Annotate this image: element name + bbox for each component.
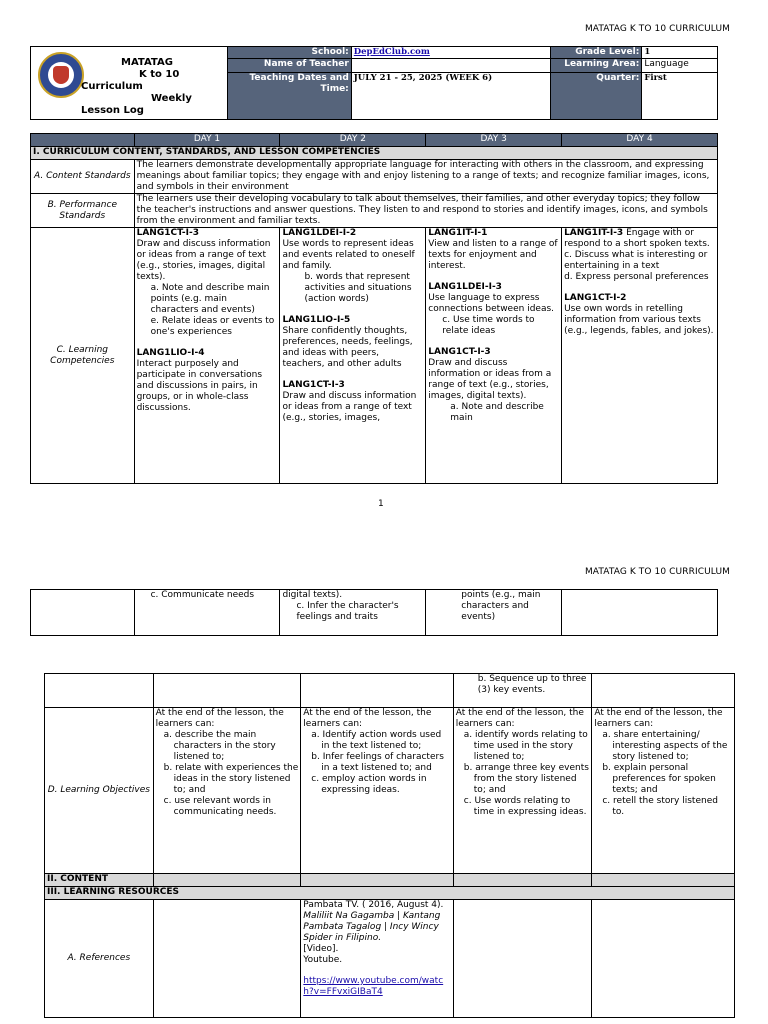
page-header-2: MATATAG K TO 10 CURRICULUM [584,567,730,577]
section-2-heading: II. CONTENT [45,874,154,887]
reference-citation: Youtube. [303,955,343,965]
title-line-3: Curriculum [81,81,143,92]
learning-objectives-label: D. Learning Objectives [45,708,154,874]
reference-link[interactable]: https://www.youtube.com/watch?v=FFvxiGIBaT4 [303,976,444,997]
objective-item: b. relate with experiences the ideas in the story listened to; and [163,763,299,795]
competency-text: Use own words in retelling information from various texts (e.g., legends, fables, and jokes). [564,304,714,336]
competencies-day4 [562,228,718,484]
day4-header: DAY 4 [562,134,718,147]
objectives-day3 [453,708,592,874]
school-label: School: [227,47,351,59]
title-line-5: Lesson Log [81,105,144,116]
reference-citation: [Video]. [303,944,339,954]
objective-carryover: b. Sequence up to three (3) key events. [477,674,587,695]
competency-code: LANG1CT-I-3 [136,228,199,238]
objectives-table [44,673,735,1018]
competency-subitem: c. Use time words to relate ideas [442,315,535,336]
learning-competencies-label: C. Learning Competencies [31,228,135,484]
area-value: Language [642,59,718,73]
objective-item: a. Identify action words used in the text listened to; [311,730,442,751]
section-1-heading: I. CURRICULUM CONTENT, STANDARDS, AND LESSON COMPETENCIES [31,147,718,160]
objective-intro: At the end of the lesson, the learners can: [455,708,584,729]
teacher-value [351,59,550,73]
title-line-2: K to 10 [139,69,180,80]
title-block [31,47,228,120]
objectives-day2 [301,708,453,874]
competency-code: LANG1LIO-I-4 [136,348,205,358]
competency-text: Share confidently thoughts, preferences, needs, feelings, and ideas with peers, teachers, and other adults [282,326,413,369]
performance-standards-label: B. Performance Standards [31,194,135,228]
competencies-day1 [134,228,280,484]
performance-standards-text: The learners use their developing vocabulary to talk about themselves, their families, and other everyday topics; they follow the teacher's instructions and answer questions. They listen to and respond to stories and identify images, icons, and symbols from the environment and familiar texts. [134,194,717,228]
objective-item: c. retell the story listened to. [602,796,718,817]
cont-text: digital texts). [282,590,343,600]
competency-subitem: b. words that represent activities and situations (action words) [304,272,412,304]
references-day2 [301,900,453,1018]
school-link[interactable]: DepEdClub.com [353,47,430,57]
grade-label: Grade Level: [550,47,642,59]
objective-intro: At the end of the lesson, the learners can: [303,708,432,729]
competency-code: LANG1IT-I-3 [564,228,624,238]
cont-text: c. Infer the character's feelings and traits [296,601,399,622]
competency-code: LANG1LDEI-I-3 [428,282,502,292]
competency-text: Draw and discuss information or ideas from a range of text (e.g., stories, images, digital texts). [136,239,271,282]
competency-subitem: e. Relate ideas or events to one's experiences [150,316,275,337]
cont-text: points (e.g., main characters and events) [461,590,541,622]
competency-text: Use words to represent ideas and events related to oneself and family. [282,239,415,271]
cont-text: c. Communicate needs [150,590,255,600]
competency-subitem: c. Discuss what is interesting or entertaining in a text [564,250,708,271]
objective-intro: At the end of the lesson, the learners can: [155,708,284,729]
objective-item: a. describe the main characters in the story listened to; [163,730,276,762]
lesson-table-page1 [30,133,718,484]
competency-code: LANG1CT-I-3 [282,380,345,390]
quarter-value: First [642,73,718,120]
references-label: A. References [45,900,154,1018]
header-info-table [30,46,718,120]
objectives-day1 [153,708,301,874]
competency-text: Engage with or respond to a short spoken texts. [564,228,710,249]
dates-label: Teaching Dates and Time: [227,73,351,120]
competency-text: Use language to express connections between ideas. [428,293,555,314]
content-standards-text: The learners demonstrate developmentally appropriate language for interacting with others in the classroom, and expressing meanings about familiar topics; they engage with and enjoy listening to a range of texts; and recognize familiar images, icons, and symbols in their environment [134,160,717,194]
objective-item: c. employ action words in expressing ideas. [311,774,427,795]
cont-day3 [426,590,562,636]
competency-subitem: a. Note and describe main points (e.g. main characters and events) [150,283,270,315]
competency-text: Draw and discuss information or ideas from a range of text (e.g., stories, images, digital texts). [428,358,552,401]
cont-day1 [134,590,280,636]
competency-code: LANG1CT-I-3 [428,347,491,357]
page-header: MATATAG K TO 10 CURRICULUM [584,24,730,34]
competency-code: LANG1LIO-I-5 [282,315,351,325]
section-3-heading: III. LEARNING RESOURCES [45,887,735,900]
quarter-label: Quarter: [550,73,642,120]
day1-header: DAY 1 [134,134,280,147]
reference-title: Maliliit Na Gagamba | Kantang Pambata Tagalog | Incy Wincy Spider in Filipino. [303,911,441,943]
competencies-day3 [426,228,562,484]
title-line-1: MATATAG [121,57,173,68]
competency-subitem: a. Note and describe main [450,402,544,423]
competency-text: Interact purposely and participate in conversations and discussions in pairs, in groups, or in whole-class discussions. [136,359,263,413]
content-standards-label: A. Content Standards [31,160,135,194]
objective-item: c. Use words relating to time in expressing ideas. [463,796,587,817]
objective-item: a. identify words relating to time used in the story listened to; [463,730,588,762]
cont-day2 [280,590,426,636]
teacher-label: Name of Teacher [227,59,351,73]
dates-value: JULY 21 - 25, 2025 (WEEK 6) [351,73,550,120]
competency-text: View and listen to a range of texts for enjoyment and interest. [428,239,558,271]
page-number: 1 [378,499,384,509]
reference-citation: Pambata TV. ( 2016, August 4). [303,900,444,910]
competency-subitem: d. Express personal preferences [564,272,709,282]
competencies-day2 [280,228,426,484]
competency-code: LANG1CT-I-2 [564,293,627,303]
area-label: Learning Area: [550,59,642,73]
objective-intro: At the end of the lesson, the learners can: [594,708,723,729]
day3-header: DAY 3 [426,134,562,147]
continuation-table [30,589,718,636]
competency-code: LANG1IT-I-1 [428,228,488,238]
day2-header: DAY 2 [280,134,426,147]
objective-item: b. explain personal preferences for spoken texts; and [602,763,716,795]
objective-item: b. arrange three key events from the story listened to; and [463,763,589,795]
competency-code: LANG1LDEI-I-2 [282,228,357,238]
title-line-4: Weekly [151,93,192,104]
objective-item: b. Infer feelings of characters in a text listened to; and [311,752,444,773]
objective-item: c. use relevant words in communicating needs. [163,796,277,817]
objectives-day4 [592,708,735,874]
objective-item: a. share entertaining/ interesting aspects of the story listened to; [602,730,728,762]
competency-text: Draw and discuss information or ideas from a range of text (e.g., stories, images, [282,391,417,423]
grade-value: 1 [642,47,718,59]
